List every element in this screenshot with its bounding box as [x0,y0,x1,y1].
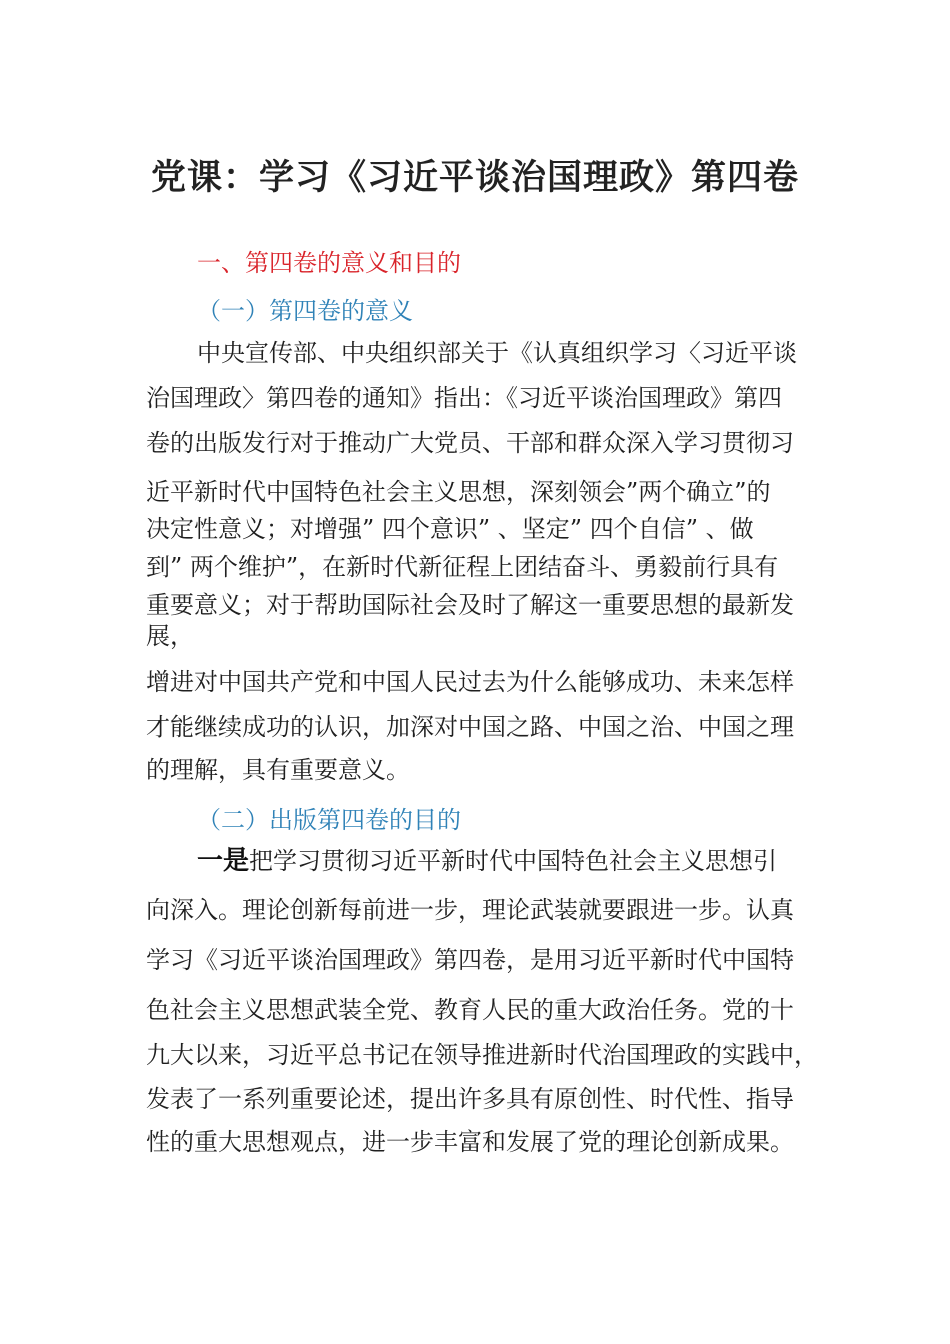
paragraph-text: 把学习贯彻习近平新时代中国特色社会主义思想引 [249,847,778,875]
subsection-heading-1: （一）第四卷的意义 [197,297,413,325]
paragraph-line: 才能继续成功的认识，加深对中国之路、中国之治、中国之理 [146,713,794,741]
paragraph-line: 九大以来，习近平总书记在领导推进新时代治国理政的实践中， [146,1041,818,1069]
subsection-heading-2: （二）出版第四卷的目的 [197,806,461,834]
paragraph-line: 学习《习近平谈治国理政》第四卷，是用习近平新时代中国特 [146,946,794,974]
paragraph-line: 发表了一系列重要论述，提出许多具有原创性、时代性、指导 [146,1085,794,1113]
paragraph-line: 中央宣传部、中央组织部关于《认真组织学习〈习近平谈 [197,339,797,367]
paragraph-line: 近平新时代中国特色社会主义思想，深刻领会”两个确立”的 [146,478,771,506]
paragraph-line: 决定性意义；对增强” 四个意识” 、坚定” 四个自信” 、做 [146,515,754,543]
paragraph-line: 增进对中国共产党和中国人民过去为什么能够成功、未来怎样 [146,668,794,696]
paragraph-line: 治国理政〉第四卷的通知》指出：《习近平谈治国理政》第四 [146,384,782,412]
document-title: 党课：学习《习近平谈治国理政》第四卷 [150,158,799,198]
section-heading-1: 一、第四卷的意义和目的 [197,249,461,277]
paragraph-line: 展， [146,622,194,650]
paragraph-line: 重要意义；对于帮助国际社会及时了解这一重要思想的最新发 [146,591,794,619]
paragraph-line: 到” 两个维护”，在新时代新征程上团结奋斗、勇毅前行具有 [146,553,779,581]
paragraph-line: 向深入。理论创新每前进一步，理论武装就要跟进一步。认真 [146,896,794,924]
paragraph-line [197,846,777,876]
paragraph-line: 卷的出版发行对于推动广大党员、干部和群众深入学习贯彻习 [146,429,794,457]
paragraph-line: 色社会主义思想武装全党、教育人民的重大政治任务。党的十 [146,996,794,1024]
lead-emphasis: 一是 [197,846,250,876]
paragraph-line: 性的重大思想观点，进一步丰富和发展了党的理论创新成果。 [146,1128,794,1156]
paragraph-line: 的理解，具有重要意义。 [146,756,410,784]
